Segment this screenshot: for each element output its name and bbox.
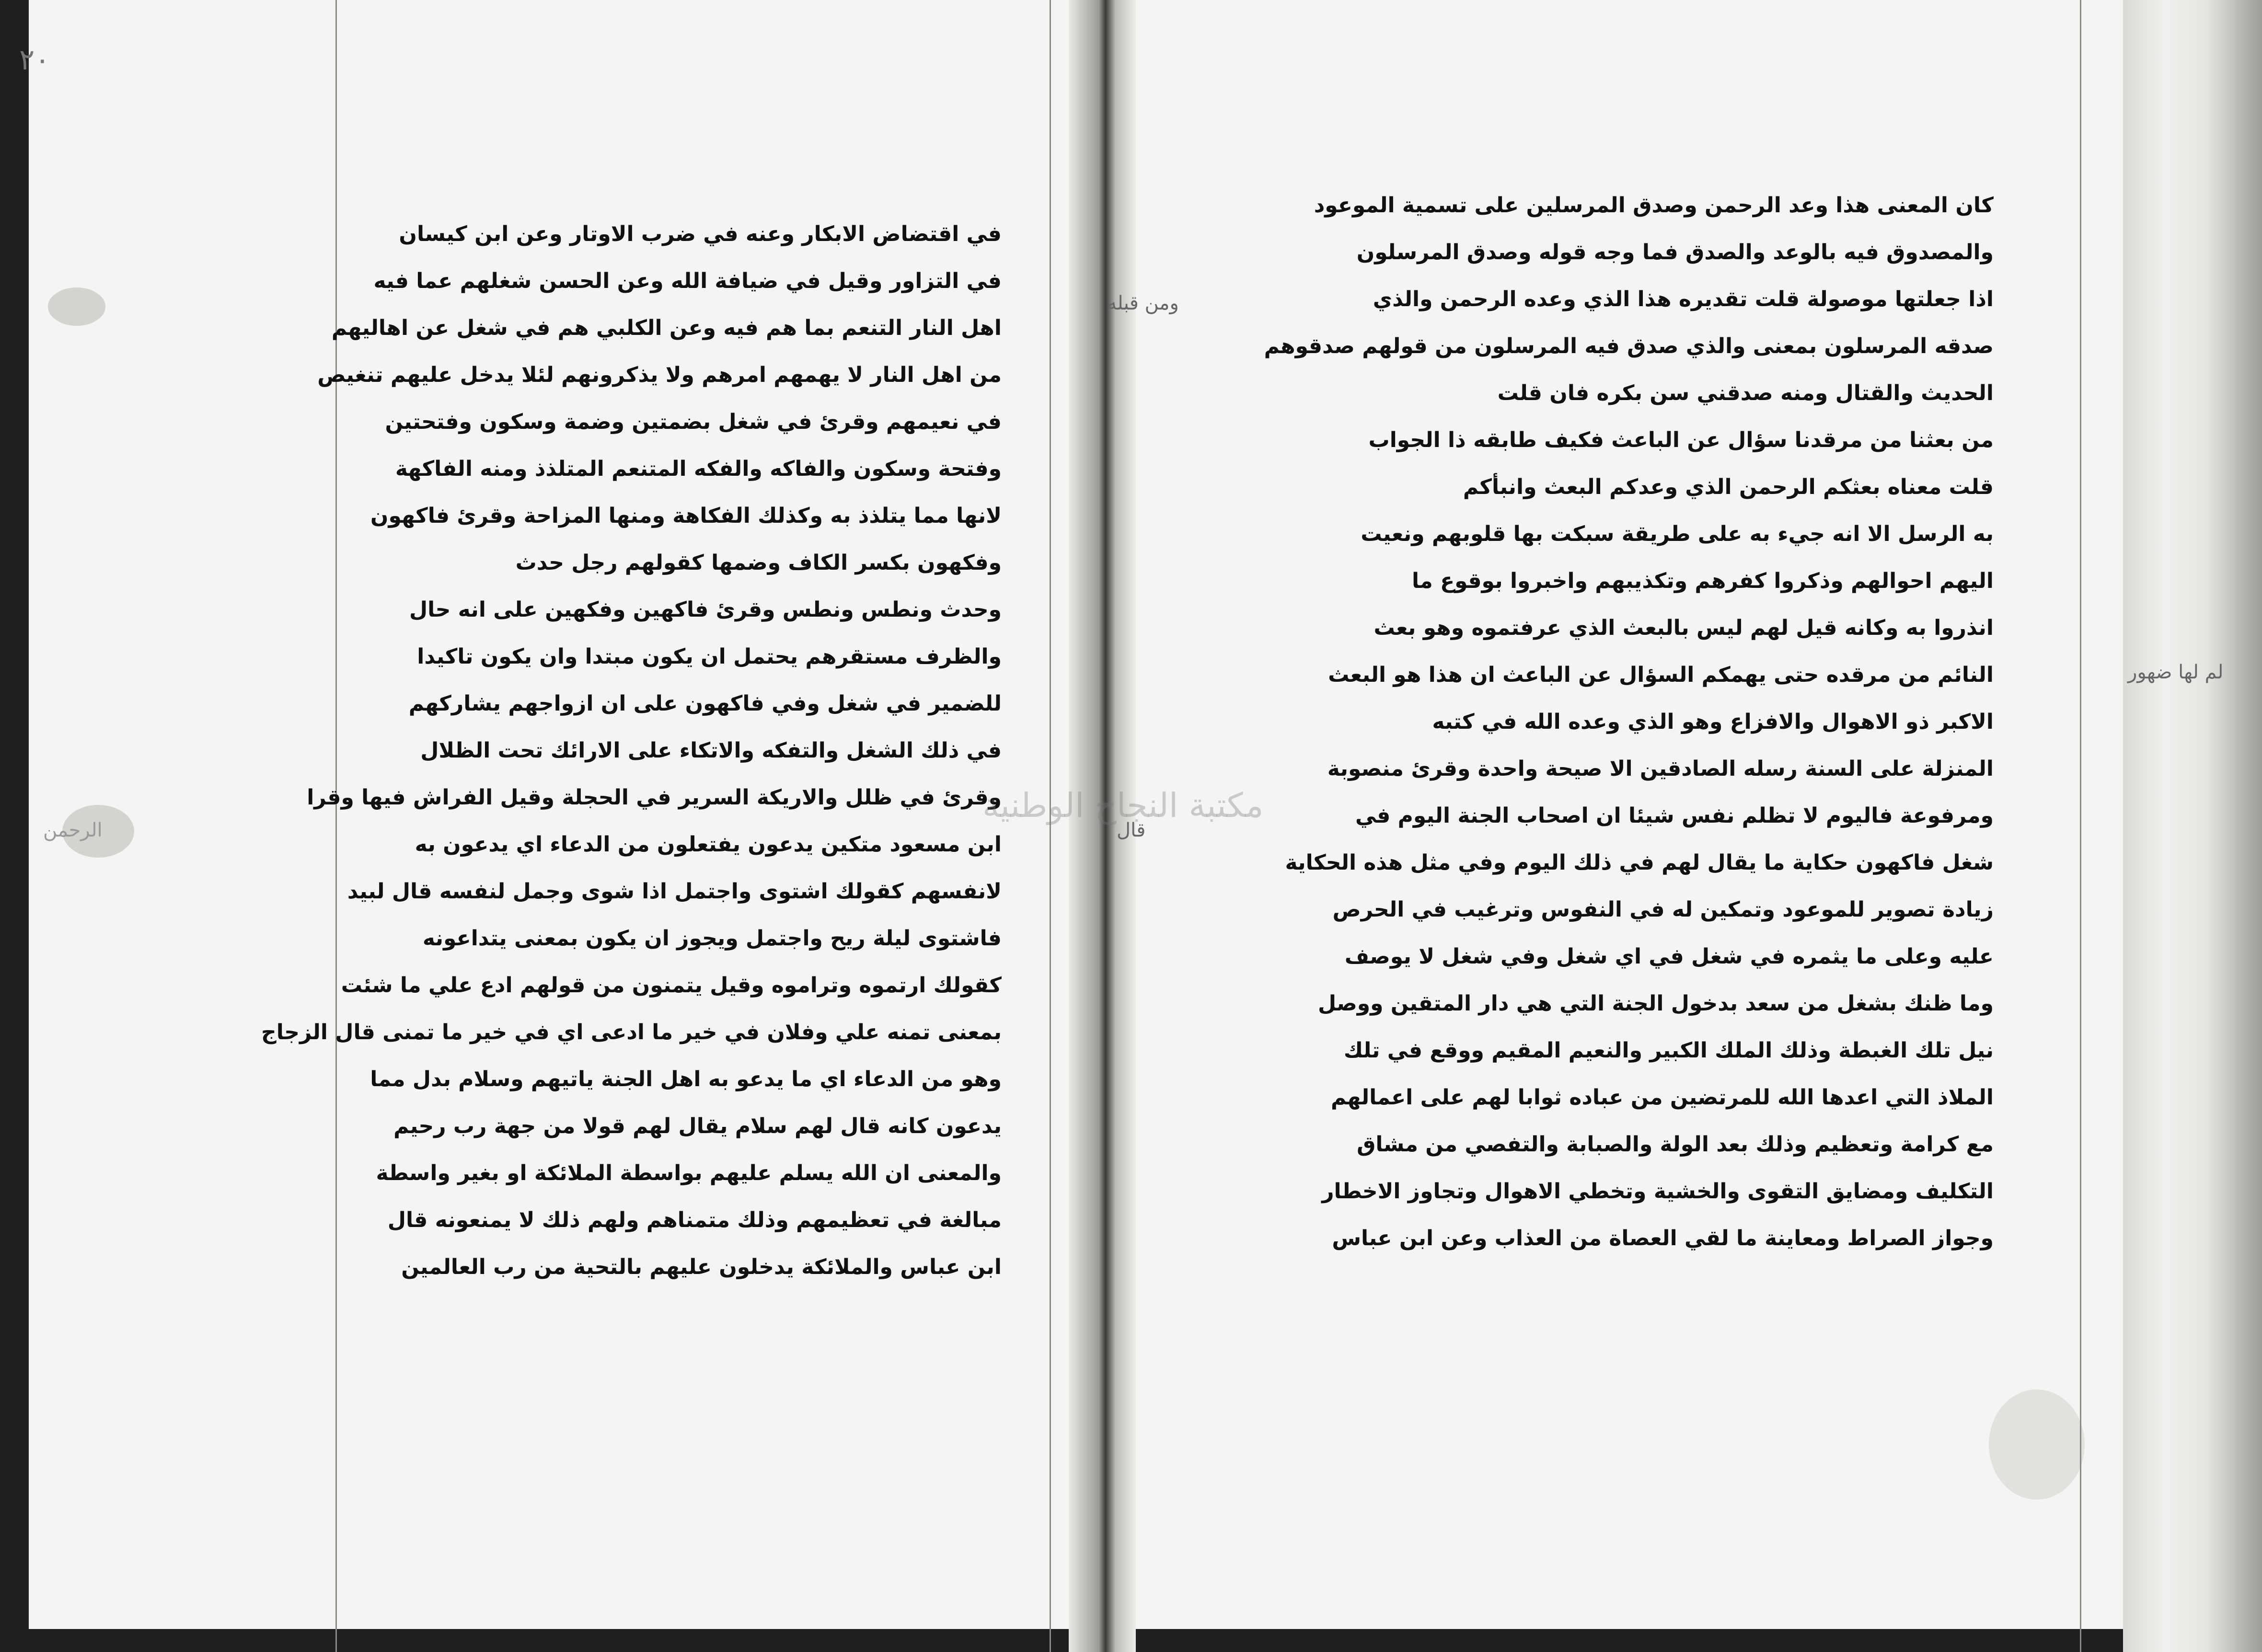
text-line: شغل فاكهون حكاية ما يقال لهم في ذلك اليوم وفي مثل هذه الحكاية xyxy=(1285,850,1994,875)
right-page-text xyxy=(1184,182,1994,1262)
text-line: يدعون كانه قال لهم سلام يقال لهم قولا من جهة رب رحيم xyxy=(393,1114,1002,1138)
text-line: ابن عباس والملائكة يدخلون عليهم بالتحية من رب العالمين xyxy=(401,1255,1002,1279)
paper-stain xyxy=(48,287,105,326)
text-line: زيادة تصوير للموعود وتمكين له في النفوس وترغيب في الحرص xyxy=(1332,897,1994,922)
text-line: كقولك ارتموه وتراموه وقيل يتمنون من قولهم ادع علي ما شئت xyxy=(341,973,1002,998)
text-line: الاكبر ذو الاهوال والافزاع وهو الذي وعده الله في كتبه xyxy=(1432,710,1994,734)
text-line: في ذلك الشغل والتفكه والاتكاء على الارائك تحت الظلال xyxy=(420,738,1002,763)
text-line: وما ظنك بشغل من سعد بدخول الجنة التي هي دار المتقين ووصل xyxy=(1318,991,1994,1016)
text-line: من بعثنا من مرقدنا سؤال عن الباعث فكيف طابقه ذا الجواب xyxy=(1368,428,1994,452)
text-line: ابن مسعود متكين يدعون يفتعلون من الدعاء اي يدعون به xyxy=(415,832,1002,857)
text-line: وفكهون بكسر الكاف وضمها كقولهم رجل حدث xyxy=(515,551,1002,575)
text-line: التكليف ومضايق التقوى والخشية وتخطي الاهوال وتجاوز الاخطار xyxy=(1322,1179,1994,1204)
text-line: للضمير في شغل وفي فاكهون على ان ازواجهم يشاركهم xyxy=(408,691,1002,716)
ruling-line xyxy=(2080,0,2081,1652)
text-line: اهل النار التنعم بما هم فيه وعن الكلبي هم في شغل عن اهاليهم xyxy=(331,316,1002,340)
text-line: وفتحة وسكون والفاكه والفكه المتنعم المتلذذ ومنه الفاكهة xyxy=(395,457,1002,481)
text-line: وحدث ونطس ونطس وقرئ فاكهين وفكهين على انه حال xyxy=(409,597,1002,622)
text-line: وقرئ في ظلل والاريكة السرير في الحجلة وقيل الفراش فيها وقرا xyxy=(307,785,1002,810)
text-line: الملاذ التي اعدها الله للمرتضين من عباده ثوابا لهم على اعمالهم xyxy=(1331,1085,1994,1110)
text-line: من اهل النار لا يهمهم امرهم ولا يذكرونهم لئلا يدخل عليهم تنغيص xyxy=(317,363,1002,387)
text-line: المنزلة على السنة رسله الصادقين الا صيحة واحدة وقرئ منصوبة xyxy=(1327,757,1994,781)
text-line: قلت معناه بعثكم الرحمن الذي وعدكم البعث وانبأكم xyxy=(1463,475,1994,499)
text-line: اليهم احوالهم وذكروا كفرهم وتكذيبهم واخبروا بوقوع ما xyxy=(1412,569,1994,593)
text-line: بمعنى تمنه علي وفلان في خير ما ادعى اي في خير ما تمنى قال الزجاج xyxy=(261,1020,1002,1044)
text-line: وهو من الدعاء اي ما يدعو به اهل الجنة ياتيهم وسلام بدل مما xyxy=(370,1067,1002,1091)
text-line: فاشتوى ليلة ريح واجتمل ويجوز ان يكون بمعنى يتداعونه xyxy=(422,926,1002,951)
margin-note: لم لها ضهور xyxy=(2128,661,2224,683)
text-line: في نعيمهم وقرئ في شغل بضمتين وضمة وسكون وفتحتين xyxy=(385,410,1002,434)
page-edges xyxy=(2123,0,2262,1652)
text-line: لانها مما يتلذذ به وكذلك الفكاهة ومنها المزاحة وقرئ فاكهون xyxy=(370,504,1002,528)
text-line: به الرسل الا انه جيء به على طريقة سبكت بها قلوبهم ونعيت xyxy=(1361,522,1994,546)
ruling-line xyxy=(1050,0,1051,1652)
text-line: عليه وعلى ما يثمره في شغل في اي شغل وفي شغل لا يوصف xyxy=(1344,944,1994,969)
text-line: نيل تلك الغبطة وذلك الملك الكبير والنعيم المقيم ووقع في تلك xyxy=(1343,1038,1994,1063)
text-line: مع كرامة وتعظيم وذلك بعد الولة والصبابة والتفصي من مشاق xyxy=(1357,1132,1994,1157)
margin-note: قال xyxy=(1117,819,1146,841)
text-line: صدقه المرسلون بمعنى والذي صدق فيه المرسلون من قولهم صدقوهم xyxy=(1264,334,1994,358)
text-line: ومرفوعة فاليوم لا تظلم نفس شيئا ان اصحاب الجنة اليوم في xyxy=(1355,803,1994,828)
text-line: في اقتضاض الابكار وعنه في ضرب الاوتار وعن ابن كيسان xyxy=(399,222,1002,246)
library-watermark: مكتبة النجاح الوطنية xyxy=(982,786,1264,825)
text-line: في التزاور وقيل في ضيافة الله وعن الحسن شغلهم عما فيه xyxy=(373,269,1002,293)
left-page-text xyxy=(187,211,1002,1291)
margin-note: الرحمن xyxy=(43,819,103,841)
text-line: مبالغة في تعظيمهم وذلك متمناهم ولهم ذلك لا يمنعونه قال xyxy=(387,1208,1002,1232)
paper-stain xyxy=(1989,1389,2085,1500)
text-line: النائم من مرقده حتى يهمكم السؤال عن الباعث ان هذا هو البعث xyxy=(1328,663,1994,687)
text-line: لانفسهم كقولك اشتوى واجتمل اذا شوى وجمل لنفسه قال لبيد xyxy=(347,879,1002,904)
text-line: كان المعنى هذا وعد الرحمن وصدق المرسلين على تسمية الموعود xyxy=(1314,193,1994,218)
folio-number: ٢٠ xyxy=(19,43,50,77)
text-line: الحديث والقتال ومنه صدقني سن بكره فان قلت xyxy=(1497,381,1994,405)
text-line: انذروا به وكانه قيل لهم ليس بالبعث الذي عرفتموه وهو بعث xyxy=(1373,616,1994,640)
text-line: والمصدوق فيه بالوعد والصدق فما وجه قوله وصدق المرسلون xyxy=(1356,240,1994,264)
text-line: والظرف مستقرهم يحتمل ان يكون مبتدا وان يكون تاكيدا xyxy=(417,644,1002,669)
text-line: وجواز الصراط ومعاينة ما لقي العصاة من العذاب وعن ابن عباس xyxy=(1332,1226,1994,1250)
text-line: والمعنى ان الله يسلم عليهم بواسطة الملائكة او بغير واسطة xyxy=(376,1161,1002,1185)
text-line: اذا جعلتها موصولة قلت تقديره هذا الذي وعده الرحمن والذي xyxy=(1373,287,1994,311)
margin-note: ومن قبله xyxy=(1107,292,1179,314)
